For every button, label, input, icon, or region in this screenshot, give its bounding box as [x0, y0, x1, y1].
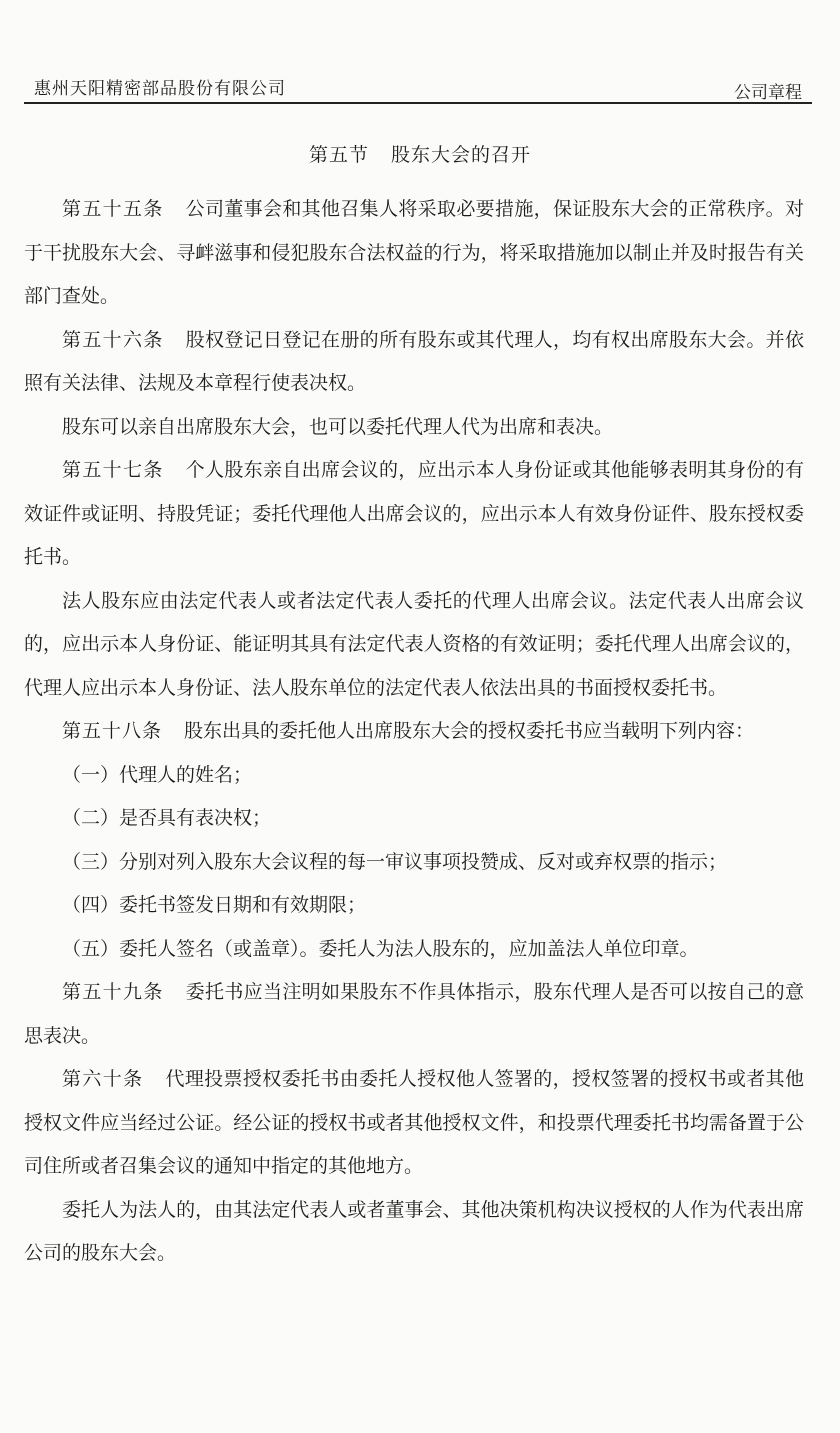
section-title [0, 140, 840, 167]
paragraph-text: 股权登记日登记在册的所有股东或其代理人，均有权出席股东大会。并依照有关法律、法规及本章程行使表决权。 [24, 328, 804, 394]
page-header [24, 70, 812, 104]
list-item [24, 754, 804, 798]
paragraph-text: 股东可以亲自出席股东大会，也可以委托代理人代为出席和表决。 [62, 415, 614, 438]
paragraph-text: （四）委托书签发日期和有效期限； [62, 894, 367, 916]
article-number: 第六十条 [62, 1068, 144, 1090]
paragraph-text: 个人股东亲自出席会议的，应出示本人身份证或其他能够表明其身份的有效证件或证明、持股凭证；委托代理他人出席会议的，应出示本人有效身份证件、股东授权委托书。 [24, 459, 804, 568]
section-number: 第五节 [308, 144, 369, 166]
paragraph [24, 188, 804, 319]
section-heading: 股东大会的召开 [391, 144, 532, 166]
paragraph-text: 公司董事会和其他召集人将采取必要措施，保证股东大会的正常秩序。对于干扰股东大会、寻衅滋事和侵犯股东合法权益的行为，将采取措施加以制止并及时报告有关部门查处。 [24, 198, 804, 307]
article-number: 第五十八条 [62, 720, 163, 742]
list-item [24, 928, 804, 972]
list-item [24, 841, 804, 885]
list-item [24, 884, 804, 928]
list-item [24, 797, 804, 841]
paragraph-text: 股东出具的委托他人出席股东大会的授权委托书应当载明下列内容： [184, 720, 755, 742]
paragraph [24, 710, 804, 754]
paragraph-text: （二）是否具有表决权； [62, 807, 272, 829]
paragraph-text: 委托人为法人的，由其法定代表人或者董事会、其他决策机构决议授权的人作为代表出席公司的股东大会。 [24, 1198, 804, 1264]
document-body [24, 188, 804, 1276]
paragraph [24, 580, 804, 711]
paragraph-text: （一）代理人的姓名； [62, 763, 253, 786]
paragraph [24, 449, 804, 580]
paragraph-text: （三）分别对列入股东大会议程的每一审议事项投赞成、反对或弃权票的指示； [62, 850, 728, 873]
paragraph [24, 1058, 804, 1189]
company-name: 惠州天阳精密部品股份有限公司 [34, 79, 286, 99]
paragraph [24, 971, 804, 1058]
article-number: 第五十五条 [62, 198, 164, 220]
paragraph [24, 319, 804, 406]
paragraph [24, 1189, 804, 1276]
document-type: 公司章程 [734, 83, 802, 103]
article-number: 第五十六条 [62, 328, 164, 351]
paragraph-text: 法人股东应由法定代表人或者法定代表人委托的代理人出席会议。法定代表人出席会议的，应出示本人身份证、能证明其具有法定代表人资格的有效证明；委托代理人出席会议的，代理人应出示本人身份证、法人股东单位的法定代表人依法出具的书面授权委托书。 [24, 589, 804, 699]
paragraph-text: （五）委托人签名（或盖章）。委托人为法人股东的，应加盖法人单位印章。 [62, 937, 699, 960]
paragraph-text: 委托书应当注明如果股东不作具体指示，股东代理人是否可以按自己的意思表决。 [24, 981, 804, 1047]
article-number: 第五十九条 [62, 981, 164, 1003]
article-number: 第五十七条 [62, 459, 164, 481]
paragraph [24, 406, 804, 450]
paragraph-text: 代理投票授权委托书由委托人授权他人签署的，授权签署的授权书或者其他授权文件应当经过公证。经公证的授权书或者其他授权文件，和投票代理委托书均需备置于公司住所或者召集会议的通知中指定的其他地方。 [24, 1068, 804, 1177]
